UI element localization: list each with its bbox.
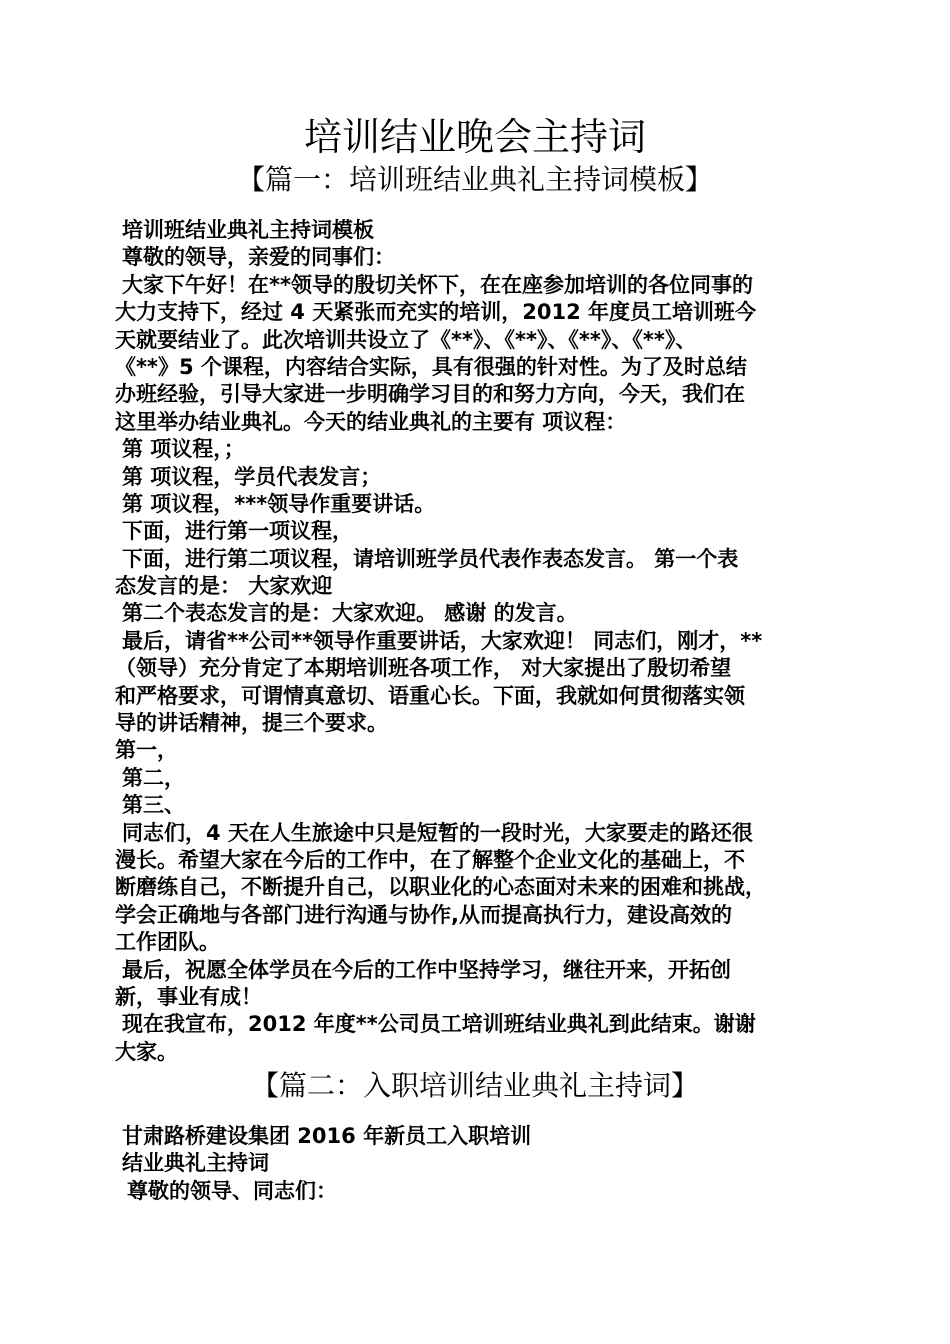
body-line: 这里举办结业典礼。今天的结业典礼的主要有 项议程： xyxy=(115,409,627,434)
body-line: 下面，进行第一项议程， xyxy=(122,519,353,544)
subtitle-line: 甘肃路桥建设集团 2016 年新员工入职培训 xyxy=(122,1124,532,1148)
body-line: 和严格要求，可谓情真意切、语重心长。下面，我就如何贯彻落实领 xyxy=(115,683,745,708)
section-2-body xyxy=(115,1123,847,1205)
body-line: 《**》5 个课程，内容结合实际，具有很强的针对性。为了及时总结 xyxy=(115,354,747,379)
body-line: 大家。 xyxy=(115,1039,178,1064)
body-line: 现在我宣布，2012 年度**公司员工培训班结业典礼到此结束。谢谢 xyxy=(122,1012,756,1037)
salutation-line: 尊敬的领导、同志们： xyxy=(127,1178,337,1203)
document-title: 培训结业晚会主持词 xyxy=(303,115,646,159)
section-heading-1: 【篇一：培训班结业典礼主持词模板】 xyxy=(236,163,713,196)
subtitle-line: 结业典礼主持词 xyxy=(122,1151,269,1176)
body-line: （领导）充分肯定了本期培训班各项工作， 对大家提出了殷切希望 xyxy=(115,656,732,681)
requirement-item: 第二， xyxy=(122,765,185,790)
salutation-line: 尊敬的领导，亲爱的同事们： xyxy=(122,245,395,270)
body-line: 大家下午好！在**领导的殷切关怀下，在在座参加培训的各位同事的 xyxy=(122,272,753,297)
agenda-item: 第 项议程，学员代表发言； xyxy=(122,464,382,489)
body-line: 漫长。希望大家在今后的工作中，在了解整个企业文化的基础上，不 xyxy=(115,847,745,872)
body-line: 第二个表态发言的是：大家欢迎。 感谢 的发言。 xyxy=(122,601,578,626)
subtitle-line: 培训班结业典礼主持词模板 xyxy=(122,218,374,242)
body-line: 态发言的是： 大家欢迎 xyxy=(115,574,333,599)
body-line: 最后，请省**公司**领导作重要讲话，大家欢迎！ 同志们，刚才，** xyxy=(122,628,763,653)
body-line: 工作团队。 xyxy=(115,930,220,955)
body-line: 导的讲话精神，提三个要求。 xyxy=(115,711,388,736)
body-line: 同志们，4 天在人生旅途中只是短暂的一段时光，大家要走的路还很 xyxy=(122,820,753,845)
section-heading-2: 【篇二：入职培训结业典礼主持词】 xyxy=(250,1069,699,1102)
agenda-item: 第 项议程，； xyxy=(122,437,245,462)
body-line: 办班经验，引导大家进一步明确学习目的和努力方向，今天，我们在 xyxy=(115,382,745,407)
body-line: 大力支持下，经过 4 天紧张而充实的培训，2012 年度员工培训班今 xyxy=(115,300,756,325)
body-line: 天就要结业了。此次培训共设立了《**》、《**》、《**》、《**》、 xyxy=(115,327,697,352)
agenda-item: 第 项议程，***领导作重要讲话。 xyxy=(122,491,436,516)
body-line: 新，事业有成！ xyxy=(115,984,262,1009)
requirement-item: 第三、 xyxy=(122,793,185,818)
body-line: 最后，祝愿全体学员在今后的工作中坚持学习，继往开来，开拓创 xyxy=(122,957,731,982)
requirement-item: 第一， xyxy=(115,738,178,763)
body-line: 下面，进行第二项议程，请培训班学员代表作表态发言。 第一个表 xyxy=(122,546,739,571)
body-line: 学会正确地与各部门进行沟通与协作,从而提高执行力，建设高效的 xyxy=(115,902,732,927)
section-1-body xyxy=(115,217,847,1066)
body-line: 断磨练自己，不断提升自己，以职业化的心态面对未来的困难和挑战， xyxy=(115,875,766,900)
